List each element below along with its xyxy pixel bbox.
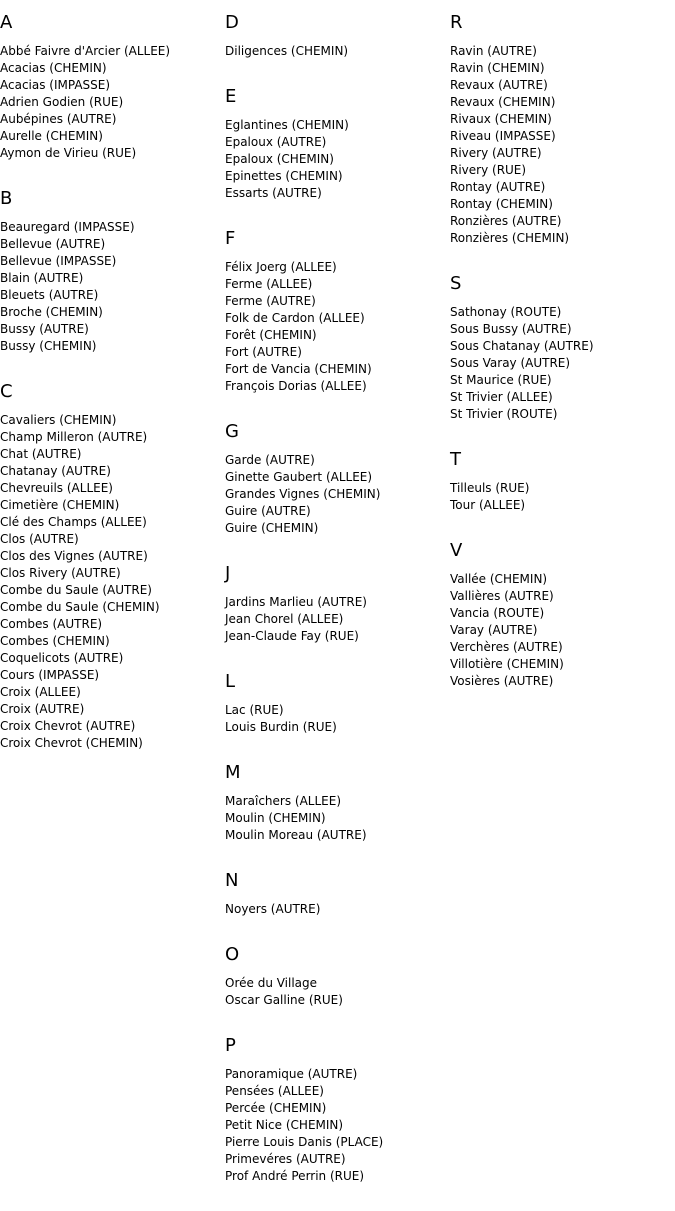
letter-heading: T	[450, 449, 461, 470]
letter-group	[450, 449, 675, 514]
street-link[interactable]: Clos (AUTRE)	[0, 532, 79, 546]
street-link[interactable]: Abbé Faivre d'Arcier (ALLEE)	[0, 44, 171, 58]
street-link[interactable]: Epinettes (CHEMIN)	[225, 169, 343, 183]
street-link[interactable]: Petit Nice (CHEMIN)	[225, 1118, 344, 1132]
street-link[interactable]: Folk de Cardon (ALLEE)	[225, 311, 365, 325]
street-link[interactable]: Rivaux (CHEMIN)	[450, 112, 552, 126]
street-link[interactable]: Sous Varay (AUTRE)	[450, 356, 571, 370]
letter-heading: F	[225, 228, 236, 249]
street-link[interactable]: Sous Chatanay (AUTRE)	[450, 339, 594, 353]
letter-heading: L	[225, 671, 236, 692]
street-list	[225, 702, 450, 736]
letter-group	[225, 228, 450, 395]
street-link[interactable]: Bellevue (IMPASSE)	[0, 254, 117, 268]
street-link[interactable]: Clé des Champs (ALLEE)	[0, 515, 147, 529]
street-link[interactable]: Jardins Marlieu (AUTRE)	[225, 595, 367, 609]
street-link[interactable]: Ravin (CHEMIN)	[450, 61, 545, 75]
street-link[interactable]: Blain (AUTRE)	[0, 271, 84, 285]
letter-group	[450, 540, 675, 690]
letter-heading: R	[450, 12, 463, 33]
street-link[interactable]: Rontay (CHEMIN)	[450, 197, 553, 211]
letter-heading: B	[0, 188, 13, 209]
street-link[interactable]: Chatanay (AUTRE)	[0, 464, 111, 478]
street-link[interactable]: Moulin (CHEMIN)	[225, 811, 326, 825]
street-link[interactable]: Croix Chevrot (AUTRE)	[0, 719, 136, 733]
street-link[interactable]: Noyers (AUTRE)	[225, 902, 321, 916]
letter-group	[0, 188, 225, 355]
street-link[interactable]: Vallières (AUTRE)	[450, 589, 554, 603]
letter-group	[225, 1035, 450, 1185]
street-link[interactable]: Essarts (AUTRE)	[225, 186, 322, 200]
street-link[interactable]: Guire (CHEMIN)	[225, 521, 319, 535]
street-link[interactable]: Félix Joerg (ALLEE)	[225, 260, 337, 274]
street-link[interactable]: Combes (AUTRE)	[0, 617, 103, 631]
letter-heading: S	[450, 273, 462, 294]
street-link[interactable]: Sous Bussy (AUTRE)	[450, 322, 572, 336]
street-link[interactable]: Cimetière (CHEMIN)	[0, 498, 120, 512]
street-link[interactable]: St Trivier (ALLEE)	[450, 390, 553, 404]
street-link[interactable]: Maraîchers (ALLEE)	[225, 794, 342, 808]
letter-group	[225, 944, 450, 1009]
street-link[interactable]: Bellevue (AUTRE)	[0, 237, 106, 251]
street-link[interactable]: Ronzières (AUTRE)	[450, 214, 562, 228]
street-link[interactable]: Ferme (AUTRE)	[225, 294, 316, 308]
letter-group	[450, 12, 675, 247]
street-link[interactable]: Tilleuls (RUE)	[450, 481, 530, 495]
street-list	[225, 452, 450, 537]
street-link[interactable]: Croix Chevrot (CHEMIN)	[0, 736, 143, 750]
street-link[interactable]: Orée du Village	[225, 976, 318, 990]
letter-heading: J	[225, 563, 231, 584]
street-link[interactable]: Epaloux (AUTRE)	[225, 135, 327, 149]
street-link[interactable]: Louis Burdin (RUE)	[225, 720, 337, 734]
street-list	[225, 594, 450, 645]
letter-group	[225, 86, 450, 202]
street-column-2	[225, 12, 450, 1211]
street-list	[225, 259, 450, 395]
letter-heading: C	[0, 381, 13, 402]
street-list	[0, 43, 225, 162]
street-link[interactable]: Grandes Vignes (CHEMIN)	[225, 487, 381, 501]
street-list	[225, 793, 450, 844]
street-link[interactable]: Prof André Perrin (RUE)	[225, 1169, 365, 1183]
letter-group	[0, 381, 225, 752]
street-link[interactable]: Verchères (AUTRE)	[450, 640, 563, 654]
street-link[interactable]: Forêt (CHEMIN)	[225, 328, 317, 342]
street-link[interactable]: Combes (CHEMIN)	[0, 634, 110, 648]
street-link[interactable]: Jean Chorel (ALLEE)	[225, 612, 344, 626]
street-link[interactable]: Clos des Vignes (AUTRE)	[0, 549, 148, 563]
street-list	[225, 117, 450, 202]
street-link[interactable]: Riveau (IMPASSE)	[450, 129, 556, 143]
street-link[interactable]: Aubépines (AUTRE)	[0, 112, 117, 126]
street-list	[0, 412, 225, 752]
street-link[interactable]: Bussy (AUTRE)	[0, 322, 89, 336]
letter-group	[225, 421, 450, 537]
street-link[interactable]: Bussy (CHEMIN)	[0, 339, 97, 353]
street-list	[225, 901, 450, 918]
street-link[interactable]: Percée (CHEMIN)	[225, 1101, 327, 1115]
street-link[interactable]: Varay (AUTRE)	[450, 623, 538, 637]
street-column-3	[450, 12, 675, 716]
street-list	[450, 304, 675, 423]
street-link[interactable]: Panoramique (AUTRE)	[225, 1067, 358, 1081]
street-link[interactable]: Chevreuils (ALLEE)	[0, 481, 113, 495]
street-list	[450, 43, 675, 247]
street-link[interactable]: Ravin (AUTRE)	[450, 44, 537, 58]
letter-heading: N	[225, 870, 239, 891]
letter-heading: P	[225, 1035, 236, 1056]
street-link[interactable]: Ronzières (CHEMIN)	[450, 231, 570, 245]
letter-heading: M	[225, 762, 241, 783]
street-link[interactable]: Moulin Moreau (AUTRE)	[225, 828, 367, 842]
street-link[interactable]: Adrien Godien (RUE)	[0, 95, 124, 109]
street-link[interactable]: Pierre Louis Danis (PLACE)	[225, 1135, 384, 1149]
street-link[interactable]: Epaloux (CHEMIN)	[225, 152, 334, 166]
street-link[interactable]: Cours (IMPASSE)	[0, 668, 100, 682]
letter-group	[0, 12, 225, 162]
street-link[interactable]: Ferme (ALLEE)	[225, 277, 313, 291]
letter-group	[225, 12, 450, 60]
street-link[interactable]: Primevéres (AUTRE)	[225, 1152, 346, 1166]
letter-heading: G	[225, 421, 239, 442]
street-link[interactable]: Champ Milleron (AUTRE)	[0, 430, 148, 444]
letter-heading: A	[0, 12, 13, 33]
street-link[interactable]: Croix (AUTRE)	[0, 702, 85, 716]
street-link[interactable]: Clos Rivery (AUTRE)	[0, 566, 121, 580]
street-list	[450, 480, 675, 514]
street-link[interactable]: François Dorias (ALLEE)	[225, 379, 367, 393]
letter-group	[225, 762, 450, 844]
street-link[interactable]: Pensées (ALLEE)	[225, 1084, 324, 1098]
street-list	[225, 1066, 450, 1185]
street-link[interactable]: Guire (AUTRE)	[225, 504, 311, 518]
street-link[interactable]: Cavaliers (CHEMIN)	[0, 413, 117, 427]
street-link[interactable]: Vancia (ROUTE)	[450, 606, 545, 620]
street-link[interactable]: Beauregard (IMPASSE)	[0, 220, 135, 234]
street-link[interactable]: Combe du Saule (CHEMIN)	[0, 600, 160, 614]
street-link[interactable]: Fort de Vancia (CHEMIN)	[225, 362, 372, 376]
street-link[interactable]: Chat (AUTRE)	[0, 447, 82, 461]
street-link[interactable]: Bleuets (AUTRE)	[0, 288, 99, 302]
street-link[interactable]: Vosières (AUTRE)	[450, 674, 554, 688]
street-link[interactable]: Rivery (RUE)	[450, 163, 527, 177]
letter-group	[225, 671, 450, 736]
letter-group	[450, 273, 675, 423]
street-link[interactable]: St Maurice (RUE)	[450, 373, 552, 387]
street-column-1	[0, 12, 225, 778]
letter-heading: D	[225, 12, 239, 33]
street-link[interactable]: Rivery (AUTRE)	[450, 146, 542, 160]
street-link[interactable]: Aurelle (CHEMIN)	[0, 129, 103, 143]
street-link[interactable]: Acacias (CHEMIN)	[0, 61, 107, 75]
street-link[interactable]: Sathonay (ROUTE)	[450, 305, 562, 319]
letter-group	[225, 870, 450, 918]
street-link[interactable]: Acacias (IMPASSE)	[0, 78, 111, 92]
street-link[interactable]: St Trivier (ROUTE)	[450, 407, 558, 421]
street-link[interactable]: Combe du Saule (AUTRE)	[0, 583, 152, 597]
letter-group	[225, 563, 450, 645]
street-link[interactable]: Eglantines (CHEMIN)	[225, 118, 349, 132]
street-link[interactable]: Croix (ALLEE)	[0, 685, 81, 699]
street-list	[0, 219, 225, 355]
street-link[interactable]: Oscar Galline (RUE)	[225, 993, 343, 1007]
street-link[interactable]: Revaux (AUTRE)	[450, 78, 548, 92]
street-link[interactable]: Rontay (AUTRE)	[450, 180, 546, 194]
street-link[interactable]: Ginette Gaubert (ALLEE)	[225, 470, 373, 484]
letter-heading: O	[225, 944, 240, 965]
street-link[interactable]: Diligences (CHEMIN)	[225, 44, 349, 58]
letter-heading: E	[225, 86, 237, 107]
street-list	[225, 43, 450, 60]
street-link[interactable]: Jean-Claude Fay (RUE)	[225, 629, 359, 643]
street-link[interactable]: Garde (AUTRE)	[225, 453, 315, 467]
street-link[interactable]: Tour (ALLEE)	[450, 498, 526, 512]
letter-heading: V	[450, 540, 463, 561]
street-link[interactable]: Fort (AUTRE)	[225, 345, 302, 359]
street-link[interactable]: Lac (RUE)	[225, 703, 284, 717]
street-link[interactable]: Villotière (CHEMIN)	[450, 657, 564, 671]
street-list	[225, 975, 450, 1009]
street-list	[450, 571, 675, 690]
street-link[interactable]: Vallée (CHEMIN)	[450, 572, 548, 586]
street-link[interactable]: Revaux (CHEMIN)	[450, 95, 556, 109]
street-link[interactable]: Aymon de Virieu (RUE)	[0, 146, 137, 160]
street-link[interactable]: Broche (CHEMIN)	[0, 305, 103, 319]
street-link[interactable]: Coquelicots (AUTRE)	[0, 651, 124, 665]
